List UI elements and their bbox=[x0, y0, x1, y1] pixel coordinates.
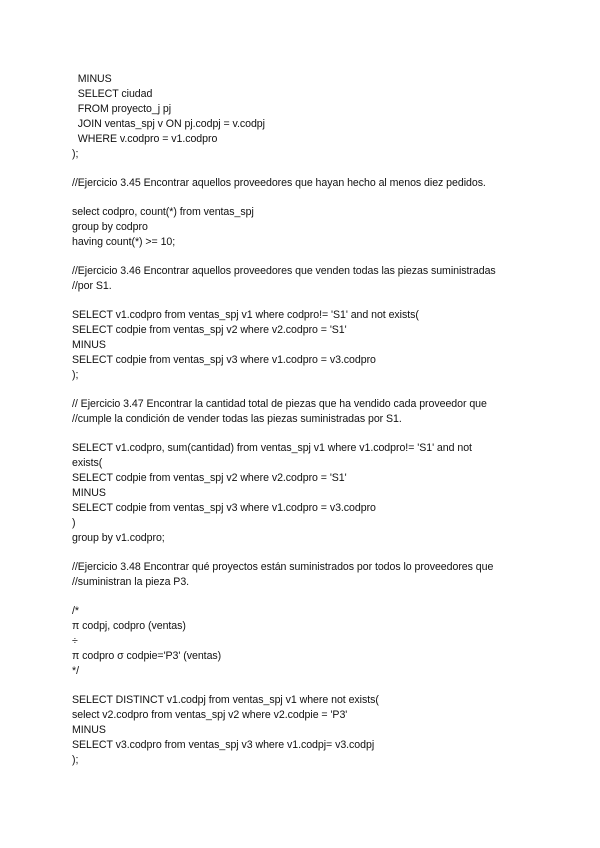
blank-line bbox=[72, 162, 532, 176]
code-line: MINUS bbox=[72, 339, 106, 351]
code-line: ); bbox=[72, 148, 79, 160]
comment-line: //por S1. bbox=[72, 280, 112, 292]
blank-line bbox=[72, 427, 532, 441]
blank-line bbox=[72, 191, 532, 205]
code-line: having count(*) >= 10; bbox=[72, 236, 176, 248]
relational-algebra-comment bbox=[72, 604, 532, 679]
comment-line: //Ejercicio 3.45 Encontrar aquellos proveedores que hayan hecho al menos diez pedidos. bbox=[72, 177, 486, 189]
comment-line: π codpro σ codpie='P3' (ventas) bbox=[72, 650, 222, 662]
comment-ejercicio-3-45 bbox=[72, 176, 532, 191]
comment-line: //Ejercicio 3.48 Encontrar qué proyectos están suministrados por todos lo proveedores que bbox=[72, 561, 494, 573]
blank-line bbox=[72, 590, 532, 604]
code-line: group by codpro bbox=[72, 221, 148, 233]
code-line: FROM proyecto_j pj bbox=[72, 103, 172, 115]
code-line: SELECT ciudad bbox=[72, 88, 153, 100]
sql-block-subquery-end bbox=[72, 72, 532, 162]
code-line: exists( bbox=[72, 457, 103, 469]
code-line: select codpro, count(*) from ventas_spj bbox=[72, 206, 254, 218]
comment-line: π codpj, codpro (ventas) bbox=[72, 620, 186, 632]
code-line: MINUS bbox=[72, 73, 112, 85]
code-line: ); bbox=[72, 754, 79, 766]
blank-line bbox=[72, 383, 532, 397]
blank-line bbox=[72, 546, 532, 560]
comment-line: */ bbox=[72, 665, 79, 677]
code-line: SELECT codpie from ventas_spj v3 where v1.codpro = v3.codpro bbox=[72, 354, 376, 366]
code-line: MINUS bbox=[72, 487, 106, 499]
sql-block-3-45 bbox=[72, 205, 532, 250]
comment-line: //cumple la condición de vender todas las piezas suministradas por S1. bbox=[72, 413, 402, 425]
sql-block-3-46 bbox=[72, 308, 532, 383]
code-line: SELECT codpie from ventas_spj v2 where v2.codpro = 'S1' bbox=[72, 324, 347, 336]
comment-line: /* bbox=[72, 605, 79, 617]
code-line: SELECT v1.codpro from ventas_spj v1 where codpro!= 'S1' and not exists( bbox=[72, 309, 419, 321]
code-line: ) bbox=[72, 517, 76, 529]
code-line: group by v1.codpro; bbox=[72, 532, 165, 544]
comment-ejercicio-3-48 bbox=[72, 560, 532, 590]
code-line: ); bbox=[72, 369, 79, 381]
comment-line: //suministran la pieza P3. bbox=[72, 576, 190, 588]
document-content bbox=[72, 72, 532, 768]
code-line: MINUS bbox=[72, 724, 106, 736]
comment-line: // Ejercicio 3.47 Encontrar la cantidad total de piezas que ha vendido cada proveedor que bbox=[72, 398, 487, 410]
code-line: SELECT codpie from ventas_spj v2 where v2.codpro = 'S1' bbox=[72, 472, 347, 484]
code-line: WHERE v.codpro = v1.codpro bbox=[72, 133, 218, 145]
sql-block-3-47 bbox=[72, 441, 532, 546]
blank-line bbox=[72, 250, 532, 264]
comment-ejercicio-3-46 bbox=[72, 264, 532, 294]
code-line: SELECT DISTINCT v1.codpj from ventas_spj v1 where not exists( bbox=[72, 694, 379, 706]
comment-line: ÷ bbox=[72, 635, 78, 647]
code-line: SELECT v1.codpro, sum(cantidad) from ventas_spj v1 where v1.codpro!= 'S1' and not bbox=[72, 442, 472, 454]
comment-ejercicio-3-47 bbox=[72, 397, 532, 427]
blank-line bbox=[72, 294, 532, 308]
code-line: JOIN ventas_spj v ON pj.codpj = v.codpj bbox=[72, 118, 265, 130]
code-line: select v2.codpro from ventas_spj v2 where v2.codpie = 'P3' bbox=[72, 709, 348, 721]
sql-block-3-48 bbox=[72, 693, 532, 768]
comment-line: //Ejercicio 3.46 Encontrar aquellos proveedores que venden todas las piezas suministradas bbox=[72, 265, 496, 277]
code-line: SELECT v3.codpro from ventas_spj v3 where v1.codpj= v3.codpj bbox=[72, 739, 375, 751]
blank-line bbox=[72, 679, 532, 693]
code-line: SELECT codpie from ventas_spj v3 where v1.codpro = v3.codpro bbox=[72, 502, 376, 514]
